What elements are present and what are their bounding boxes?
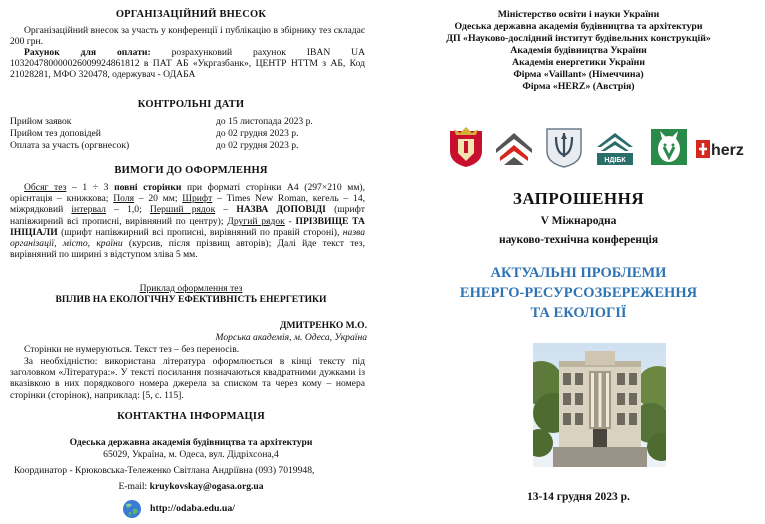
title-line: ТА ЕКОЛОГІЇ	[530, 305, 627, 321]
req-text: –	[215, 204, 237, 216]
example-author: ДМИТРЕНКО М.О.	[279, 320, 367, 331]
req-bold: ПРІЗВИЩЕ ТА ІНІЦІАЛИ	[10, 215, 365, 238]
herz-logo-text: herz	[711, 142, 744, 159]
dates-row	[10, 116, 365, 128]
left-column	[0, 0, 376, 522]
contact-heading: КОНТАКТНА ІНФОРМАЦІЯ	[117, 411, 265, 422]
req-second-line: Другий рядок	[227, 215, 285, 227]
dates-row	[10, 140, 365, 152]
dates-heading: КОНТРОЛЬНІ ДАТИ	[137, 99, 245, 110]
dates-table	[10, 116, 365, 152]
req-text: (курсив, після прізвищ авторів); Далі йде текст тез, вирівняний по ширині з відступом зліва 5 мм.	[10, 238, 365, 261]
construction-institute-logo	[492, 125, 536, 169]
requirements-heading: ВИМОГИ ДО ОФОРМЛЕННЯ	[114, 165, 268, 176]
organizer-line: Академія будівництва України	[510, 45, 647, 56]
example-affiliation: Морська академія, м. Одеса, Україна	[215, 332, 367, 343]
contact-org: Одеська державна академія будівництва та архітектури	[69, 437, 313, 448]
req-italic: назва організації, місто, країни	[10, 226, 365, 250]
fee-text: Організаційний внесок за участь у конференції і публікацію в збірнику тез складає 200 грн.	[10, 25, 365, 48]
date-label: Оплата за участь (оргвнесок)	[10, 140, 130, 151]
vaillant-logo	[647, 125, 691, 169]
organizer-line: Академія енергетики України	[512, 57, 645, 68]
invitation-title: ЗАПРОШЕННЯ	[512, 189, 645, 208]
title-line: АКТУАЛЬНІ ПРОБЛЕМИ	[490, 265, 667, 281]
title-line: ЕНЕРГО-РЕСУРСОЗБЕРЕЖЕННЯ	[459, 285, 698, 301]
trident-shield-logo	[542, 125, 586, 169]
date-value: до 15 листопада 2023 р.	[216, 116, 313, 127]
date-value: до 02 грудня 2023 р.	[216, 140, 299, 151]
date-label: Прийом тез доповідей	[10, 128, 101, 139]
conference-title	[392, 263, 765, 323]
account-text: розрахунковий рахунок IBAN UA 103204780000026009924861812 в ПАТ АБ «Укргазбанк», ЦЕНТР НТТМ з АБ, Код 21028281, МФО 320478, одержувач - ОДАБА	[10, 47, 366, 81]
req-font: Шрифт	[182, 193, 213, 205]
req-volume: Обсяг тез	[24, 182, 67, 193]
organizers-list	[392, 9, 765, 93]
example-line1: Сторінки не нумеруються. Текст тез – без переносів.	[24, 344, 240, 355]
fee-heading: ОРГАНІЗАЦІЙНИЙ ВНЕСОК	[115, 9, 267, 20]
conference-date: 13-14 грудня 2023 р.	[527, 491, 630, 503]
req-text: – 1 ÷ 3	[66, 182, 115, 193]
req-text: – 20 мм;	[134, 193, 183, 205]
req-interval: інтервал	[71, 204, 106, 216]
req-bold: НАЗВА ДОПОВІДІ	[236, 204, 326, 216]
academy-crest-logo	[444, 125, 488, 169]
conference-line1: V Міжнародна	[540, 215, 617, 227]
website-link[interactable]: http://odaba.edu.ua/	[150, 503, 235, 514]
niibk-logo	[593, 125, 637, 169]
academy-building-photo	[533, 343, 666, 467]
req-text: – 1,0;	[105, 204, 150, 216]
organizer-line: ДП «Науково-дослідний інститут будівельних конструкцій»	[446, 33, 711, 44]
herz-logo	[696, 138, 752, 160]
req-text: – Times New Roman, кегель – 14, міжрядковий	[10, 193, 366, 216]
conference-line2: науково-технічна конференція	[498, 234, 659, 246]
account-label: Рахунок для оплати:	[24, 47, 151, 58]
date-label: Прийом заявок	[10, 116, 72, 127]
req-first-line: Перший рядок	[149, 204, 216, 216]
niibk-logo-text: НДІБК	[604, 157, 626, 164]
req-text: -	[284, 215, 296, 227]
email-link[interactable]: kruykovskay@ogasa.org.ua	[149, 481, 264, 492]
example-line2: За необхідністю: використана література оформлюється в кінці тексту під заголовком «Література:». У тексті посилання позначаються квадратними дужками із вказівкою в них порядкового номера джерела за списком та через кому – номера сторінки (сторінок), наприклад: [5, с. 115].	[10, 356, 365, 401]
organizer-line: Фірма «Vaillant» (Німеччина)	[513, 69, 644, 80]
globe-icon	[122, 499, 142, 519]
req-bold: повні сторінки	[114, 182, 182, 193]
example-title: ВПЛИВ НА ЕКОЛОГІЧНУ ЕФЕКТИВНІСТЬ ЕНЕРГЕТИКИ	[55, 294, 327, 305]
right-column	[392, 0, 765, 522]
organizer-line: Одеська державна академія будівництва та архітектури	[454, 21, 703, 32]
contact-coordinator: Координатор - Крюковська-Тележенко Світлана Андріївна (093) 7019948,	[14, 465, 315, 476]
organizer-line: Фірма «HERZ» (Австрія)	[522, 81, 635, 92]
example-label: Приклад оформлення тез	[139, 283, 243, 294]
contact-address: 65029, Україна, м. Одеса, вул. Дідріхсона,4	[103, 449, 279, 460]
dates-row	[10, 128, 365, 140]
organizer-line: Міністерство освіти і науки України	[497, 9, 660, 20]
fee-account	[10, 47, 365, 81]
requirements-text	[10, 182, 365, 260]
contact-email	[10, 481, 372, 492]
req-margins: Поля	[113, 193, 135, 205]
req-text: (шрифт напівжирний всі прописні, вирівняний по центру);	[10, 204, 365, 227]
date-value: до 02 грудня 2023 р.	[216, 128, 299, 139]
email-label: E-mail:	[118, 481, 150, 492]
req-text: при форматі сторінки А4 (297×210 мм), орієнтація – книжкова;	[10, 182, 365, 205]
req-text: (шрифт напівжирний всі прописні, вирівняний по правій стороні),	[57, 226, 343, 238]
